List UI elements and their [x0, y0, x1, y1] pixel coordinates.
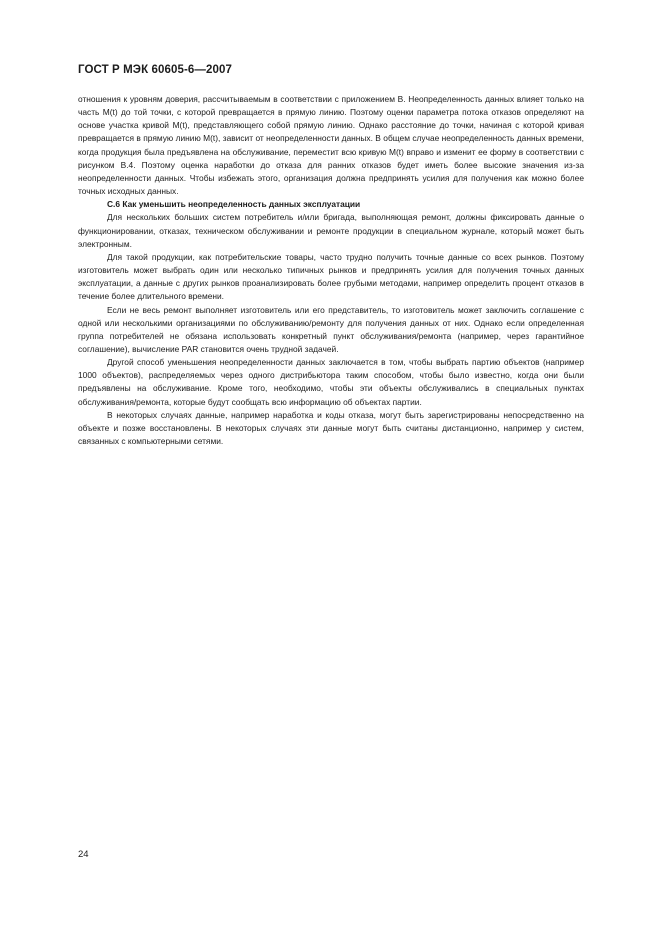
paragraph: Если не весь ремонт выполняет изготовитель или его представитель, то изготовитель может заключить соглашение с одной или несколькими организациями по обслуживанию/ремонту для получения данных от них. Однако если определенная группа потребителей не обязана использовать конкретный пункт обслуживания/ремонта (например, через гарантийное соглашение), вычисление PAR становится очень трудной задачей. — [78, 304, 584, 354]
paragraph: Другой способ уменьшения неопределенности данных заключается в том, чтобы выбрать партию объектов (например 1000 объектов), распределяемых через одного дистрибьютора таким способом, чтобы было известно, когда они были предъявлены на обслуживание. Кроме того, необходимо, чтобы эти объекты обслуживались в специальных пунктах обслуживания/ремонта, которые будут сообщать всю информацию об объектах партии. — [78, 357, 584, 407]
document-header-title: ГОСТ Р МЭК 60605-6—2007 — [78, 64, 232, 76]
section-heading-c6: С.6 Как уменьшить неопределенность данных эксплуатации — [107, 199, 361, 210]
paragraph: Для такой продукции, как потребительские товары, часто трудно получить точные данные со всех рынков. Поэтому изготовитель может выбрать один или несколько типичных рынков и предпринять усилия для получения точных данных эксплуатации, а данные с других рынков проанализировать более грубыми методами, например определить процент отказов в течение более длительного времени. — [78, 251, 584, 302]
paragraph: Для нескольких больших систем потребитель и/или бригада, выполняющая ремонт, должны фиксировать данные о функционировании, отказах, техническом обслуживании и ремонте продукции в специальном журнале, который может быть электронным. — [78, 212, 584, 249]
page-number: 24 — [78, 849, 89, 860]
paragraph-continuation: отношения к уровням доверия, рассчитываемым в соответствии с приложением В. Неопределенность данных влияет только на часть M(t) до той точки, с которой превращается в прямую линию. Поэтому оценки параметра потока отказов определяют на основе участка кривой M(t), представляющего собой прямую линию. Однако расстояние до точки, начиная с которой кривая превращается в прямую линию M(t), зависит от неопределенности данных. В общем случае неопределенность данных времени, когда продукция была предъявлена на обслуживание, переместит всю кривую M(t) вправо и изменит ее форму в соответствии с рисунком В.4. Поэтому оценка наработки до отказа для ранних отказов будет иметь более высокие значения из-за неопределенности данных. Чтобы избежать этого, организация должна предпринять усилия для получения как можно более точных исходных данных. — [78, 94, 584, 197]
paragraph: В некоторых случаях данные, например наработка и коды отказа, могут быть зарегистрированы непосредственно на объекте и позже восстановлены. В некоторых случаях эти данные могут быть считаны дистанционно, например у систем, связанных с компьютерными сетями. — [78, 409, 584, 447]
document-body — [78, 93, 584, 448]
